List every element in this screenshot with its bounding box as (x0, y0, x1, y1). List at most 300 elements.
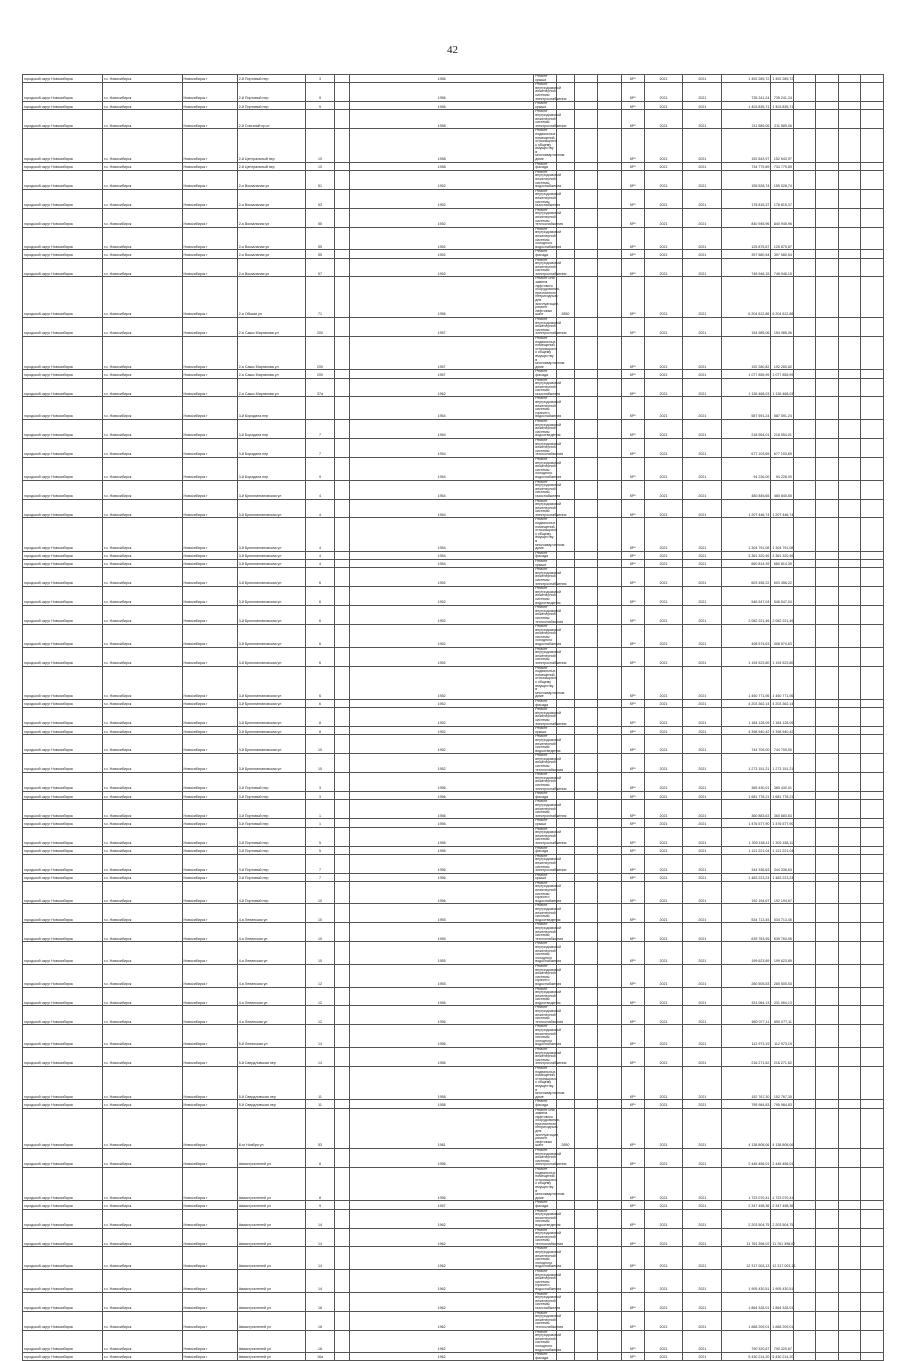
cell-city: г.о. Новосибирск (102, 1149, 182, 1168)
cell-e3 (838, 846, 860, 854)
cell-okrug: городской округ Новосибирск (23, 1100, 103, 1108)
cell-work: Ремонт подвальных помещений, относящихся к общему имуществу в многоквартирном доме (535, 128, 565, 162)
cell-okrug: городской округ Новосибирск (23, 1006, 103, 1025)
cell-s1: 1 864 328,01 (722, 1292, 771, 1311)
cell-e4 (861, 773, 884, 792)
cell-work: Ремонт внутридомовой инженерной системы электроснабжения (535, 646, 567, 666)
cell-e4 (861, 904, 884, 923)
cell-street: 3-й Брюллингановская ул (237, 568, 306, 587)
cell-plan (575, 1108, 597, 1149)
cell-work: Ремонт внутридомовой инженерной системы электроснабжения (535, 853, 567, 873)
cell-house: 8 (306, 708, 335, 727)
cell-e3 (838, 1247, 860, 1270)
cell-blank1 (334, 800, 349, 819)
cell-s2: 1 121 221,04 (771, 846, 793, 854)
cell-y2: 2021 (683, 560, 722, 568)
cell-ch: КР* (622, 1108, 644, 1149)
cell-locality: Новосибирск г (182, 1025, 237, 1048)
cell-y2: 2021 (683, 170, 722, 189)
cell-house: 200 (306, 370, 335, 378)
cell-city: г.о. Новосибирск (102, 560, 182, 568)
cell-blank1 (334, 1149, 349, 1168)
cell-okrug: городской округ Новосибирск (23, 846, 103, 854)
table-row (23, 904, 884, 923)
cell-city: г.о. Новосибирск (102, 1108, 182, 1149)
table-row (23, 606, 884, 625)
cell-blank1 (334, 457, 349, 480)
table-row (23, 258, 884, 277)
cell-s2: 587 591,24 (771, 397, 793, 420)
cell-e3 (838, 378, 860, 397)
cell-e1 (793, 1149, 815, 1168)
cell-y1: 2021 (644, 518, 683, 551)
cell-work: Ремонт внутридомовой инженерной системы холодного водоснабжения (535, 226, 562, 249)
cell-locality: Новосибирск г (182, 1168, 237, 1201)
cell-blank1 (334, 551, 349, 559)
cell-ch: КР* (622, 102, 644, 110)
cell-s1: 155 528,74 (722, 170, 771, 189)
cell-blank1 (334, 1247, 349, 1270)
cell-e4 (861, 800, 884, 819)
cell-e4 (861, 129, 884, 162)
cell-ch: КР* (622, 606, 644, 625)
table-row (23, 754, 884, 773)
cell-okrug: городской округ Новосибирск (23, 439, 103, 458)
cell-s1: 2 445 456,01 (722, 1149, 771, 1168)
cell-s1: 744 709,00 (722, 735, 771, 754)
cell-s2: 4 138 808,06 (771, 1108, 793, 1149)
cell-house: 6 (306, 666, 335, 699)
cell-city: г.о. Новосибирск (102, 923, 182, 942)
cell-okrug: городской округ Новосибирск (23, 735, 103, 754)
cell-street: Авиастроителей ул (237, 1311, 306, 1330)
cell-e3 (838, 457, 860, 480)
cell-okrug: городской округ Новосибирск (23, 666, 103, 699)
cell-house: 5 (306, 827, 335, 846)
cell-locality: Новосибирск г (182, 102, 237, 110)
cell-s2: 2 203 504,75 (771, 1209, 793, 1228)
cell-okrug: городской округ Новосибирск (23, 1228, 103, 1247)
cell-e2 (816, 277, 838, 318)
cell-plan (575, 75, 597, 83)
cell-u1 (597, 397, 622, 420)
cell-street: 3-й Бородина пер (237, 420, 306, 439)
cell-house: 14 (306, 1025, 335, 1048)
cell-locality: Новосибирск г (182, 568, 237, 587)
cell-y1: 2021 (644, 1353, 683, 1361)
cell-s1: 360 883,63 (722, 800, 771, 819)
cell-e1 (793, 942, 815, 965)
cell-year: 1954 (350, 518, 534, 551)
cell-e1 (793, 102, 815, 110)
cell-city: г.о. Новосибирск (102, 827, 182, 846)
cell-locality: Новосибирск г (182, 708, 237, 727)
cell-locality: Новосибирск г (182, 189, 237, 208)
cell-e3 (838, 318, 860, 337)
cell-y2: 2021 (683, 499, 722, 518)
cell-u1 (597, 227, 622, 250)
cell-city: г.о. Новосибирск (102, 1228, 182, 1247)
cell-locality: Новосибирск г (182, 792, 237, 800)
cell-e2 (816, 208, 838, 227)
cell-u1 (597, 827, 622, 846)
cell-y2: 2021 (683, 904, 722, 923)
cell-locality: Новосибирск г (182, 873, 237, 881)
cell-e2 (816, 827, 838, 846)
cell-s2: 546 547,04 (771, 587, 793, 606)
cell-u1 (597, 1108, 622, 1149)
cell-house: 12 (306, 1006, 335, 1025)
cell-y2: 2021 (683, 773, 722, 792)
cell-ch: КР* (622, 1149, 644, 1168)
cell-e4 (861, 397, 884, 420)
cell-ch: КР* (622, 923, 644, 942)
table-row (23, 708, 884, 727)
cell-u1 (597, 1025, 622, 1048)
cell-e2 (816, 942, 838, 965)
cell-e3 (838, 568, 860, 587)
cell-city: г.о. Новосибирск (102, 370, 182, 378)
cell-work: Ремонт крыши (534, 560, 556, 568)
cell-ch: КР* (622, 370, 644, 378)
cell-okrug: городской округ Новосибирск (23, 727, 103, 735)
cell-e1 (793, 129, 815, 162)
cell-e1 (793, 551, 815, 559)
cell-year: 1956 (350, 800, 534, 819)
cell-y1: 2021 (644, 1025, 683, 1048)
cell-plan (575, 727, 597, 735)
cell-u1 (597, 1292, 622, 1311)
cell-work: Ремонт внутридомовой инженерной системы теплоснабжения (535, 1310, 564, 1329)
cell-blank1 (334, 1209, 349, 1228)
cell-house: 14 (306, 1048, 335, 1067)
cell-e4 (861, 873, 884, 881)
cell-street: 3-й Бородина пер (237, 439, 306, 458)
cell-s2: 1 207 446,74 (771, 499, 793, 518)
cell-y1: 2021 (644, 1168, 683, 1201)
cell-ch: КР* (622, 1168, 644, 1201)
cell-house: 9 (306, 457, 335, 480)
cell-city: г.о. Новосибирск (102, 568, 182, 587)
cell-e2 (816, 370, 838, 378)
table-row (23, 1201, 884, 1209)
cell-locality: Новосибирск г (182, 1006, 237, 1025)
cell-blank1 (334, 189, 349, 208)
cell-e4 (861, 1311, 884, 1330)
cell-e3 (838, 1270, 860, 1293)
cell-y1: 2021 (644, 881, 683, 904)
cell-e1 (793, 1270, 815, 1293)
cell-okrug: городской округ Новосибирск (23, 370, 103, 378)
cell-e4 (861, 102, 884, 110)
cell-ch: КР* (622, 83, 644, 102)
cell-blank1 (334, 1025, 349, 1048)
cell-house: 4 (306, 499, 335, 518)
cell-locality: Новосибирск г (182, 800, 237, 819)
cell-s2: 216 271,62 (771, 1048, 793, 1067)
cell-blank1 (334, 754, 349, 773)
cell-e1 (793, 457, 815, 480)
table-row (23, 250, 884, 258)
cell-blank1 (334, 792, 349, 800)
cell-y2: 2021 (683, 457, 722, 480)
cell-y1: 2021 (644, 1330, 683, 1353)
cell-s2: 6 204 512,86 (771, 277, 793, 318)
cell-house: 8 (306, 727, 335, 735)
cell-house: 9 (306, 83, 335, 102)
cell-year: 1955 (350, 964, 534, 987)
cell-code (556, 699, 574, 707)
cell-ch: КР* (622, 258, 644, 277)
cell-okrug: городской округ Новосибирск (23, 881, 103, 904)
cell-street: 3-й Брюллингановская ул (237, 499, 306, 518)
table-row (23, 551, 884, 559)
cell-year: 1954 (350, 480, 534, 499)
cell-y1: 2021 (644, 336, 683, 369)
cell-e2 (816, 727, 838, 735)
cell-ch: КР* (622, 518, 644, 551)
cell-ch: КР* (622, 560, 644, 568)
cell-city: г.о. Новосибирск (102, 208, 182, 227)
cell-year: 1954 (350, 499, 534, 518)
table-row (23, 208, 884, 227)
cell-e2 (816, 75, 838, 83)
cell-house: 11 (306, 1100, 335, 1108)
cell-e4 (861, 1353, 884, 1361)
cell-y1: 2021 (644, 1100, 683, 1108)
cell-e1 (793, 208, 815, 227)
cell-e1 (793, 1247, 815, 1270)
cell-year: 1952 (350, 606, 534, 625)
cell-s1: 216 271,62 (722, 1048, 771, 1067)
cell-work: Ремонт подвальных помещений, относящихся к общему имуществу в многоквартирном доме (535, 1065, 565, 1099)
cell-u1 (597, 1228, 622, 1247)
cell-u1 (597, 551, 622, 559)
cell-s1: 1 309 158,11 (722, 827, 771, 846)
cell-ch: КР* (622, 170, 644, 189)
cell-y2: 2021 (683, 250, 722, 258)
cell-e1 (793, 904, 815, 923)
cell-blank1 (334, 606, 349, 625)
cell-okrug: городской округ Новосибирск (23, 457, 103, 480)
cell-city: г.о. Новосибирск (102, 102, 182, 110)
cell-e3 (838, 873, 860, 881)
cell-work: Ремонт фасада (534, 162, 556, 170)
cell-y2: 2021 (683, 606, 722, 625)
cell-year: 1954 (350, 439, 534, 458)
cell-plan (575, 1353, 597, 1361)
cell-e3 (838, 881, 860, 904)
table-row (23, 854, 884, 873)
cell-e3 (838, 1292, 860, 1311)
cell-s2: 211 589,06 (771, 110, 793, 129)
cell-e2 (816, 227, 838, 250)
cell-blank1 (334, 1270, 349, 1293)
cell-e4 (861, 189, 884, 208)
cell-plan (575, 1247, 597, 1270)
cell-s1: 6 204 512,86 (722, 277, 771, 318)
cell-plan (575, 378, 597, 397)
table-row (23, 1025, 884, 1048)
cell-plan (575, 964, 597, 987)
cell-u1 (597, 83, 622, 102)
cell-s2: 155 528,74 (771, 170, 793, 189)
cell-e4 (861, 162, 884, 170)
cell-e1 (793, 873, 815, 881)
cell-e4 (861, 735, 884, 754)
cell-e4 (861, 606, 884, 625)
cell-blank1 (334, 1108, 349, 1149)
cell-house: 10 (306, 942, 335, 965)
cell-year: 1958 (350, 162, 534, 170)
cell-plan (575, 1311, 597, 1330)
cell-work: Ремонт внутридомовой инженерной системы электроснабжения (535, 799, 567, 818)
cell-e2 (816, 397, 838, 420)
cell-plan (575, 1025, 597, 1048)
cell-e3 (838, 606, 860, 625)
cell-okrug: городской округ Новосибирск (23, 189, 103, 208)
cell-y2: 2021 (683, 1330, 722, 1353)
cell-okrug: городской округ Новосибирск (23, 942, 103, 965)
cell-city: г.о. Новосибирск (102, 397, 182, 420)
cell-street: 2-я Вокзальная ул (237, 170, 306, 189)
cell-locality: Новосибирск г (182, 277, 237, 318)
cell-blank1 (334, 162, 349, 170)
cell-plan (575, 1100, 597, 1108)
cell-house: 4 (306, 480, 335, 499)
table-row (23, 773, 884, 792)
cell-blank1 (334, 735, 349, 754)
cell-plan (575, 370, 597, 378)
cell-work: Ремонт внутридомовой инженерной системы водоотведения (535, 419, 561, 438)
cell-city: г.о. Новосибирск (102, 625, 182, 648)
cell-s1: 1 483 223,24 (722, 873, 771, 881)
cell-s1: 152 767,30 (722, 1066, 771, 1099)
cell-s2: 1 864 328,01 (771, 1292, 793, 1311)
cell-city: г.о. Новосибирск (102, 499, 182, 518)
cell-e4 (861, 1209, 884, 1228)
cell-u1 (597, 987, 622, 1006)
cell-street: 4-я Ленинская ул (237, 987, 306, 1006)
cell-s1: 1 194 523,80 (722, 647, 771, 666)
cell-u1 (597, 647, 622, 666)
cell-e4 (861, 439, 884, 458)
cell-blank1 (334, 277, 349, 318)
cell-e3 (838, 587, 860, 606)
cell-year: 1962 (350, 1353, 534, 1361)
cell-y1: 2021 (644, 162, 683, 170)
cell-city: г.о. Новосибирск (102, 987, 182, 1006)
cell-year: 1954 (350, 560, 534, 568)
cell-s1: 1 450 771,06 (722, 666, 771, 699)
cell-locality: Новосибирск г (182, 904, 237, 923)
cell-house: 1 (306, 819, 335, 827)
work-plan-table-sheet (22, 74, 884, 1361)
cell-blank1 (334, 75, 349, 83)
cell-e1 (793, 75, 815, 83)
cell-u1 (597, 250, 622, 258)
cell-blank1 (334, 846, 349, 854)
cell-s1: 1 077 855,99 (722, 370, 771, 378)
cell-e2 (816, 1311, 838, 1330)
cell-e4 (861, 480, 884, 499)
cell-u1 (597, 773, 622, 792)
cell-e1 (793, 923, 815, 942)
cell-e2 (816, 1066, 838, 1099)
cell-ch: КР* (622, 964, 644, 987)
cell-y2: 2021 (683, 102, 722, 110)
cell-e3 (838, 666, 860, 699)
cell-house: 12 (306, 964, 335, 987)
cell-y2: 2021 (683, 1025, 722, 1048)
cell-y1: 2021 (644, 420, 683, 439)
cell-u1 (597, 1066, 622, 1099)
cell-ch: КР* (622, 336, 644, 369)
cell-blank1 (334, 258, 349, 277)
cell-plan (575, 708, 597, 727)
cell-okrug: городской округ Новосибирск (23, 792, 103, 800)
cell-plan (575, 560, 597, 568)
cell-ch: КР* (622, 457, 644, 480)
cell-y2: 2021 (683, 480, 722, 499)
cell-ch: КР* (622, 800, 644, 819)
cell-year: 1962 (350, 1311, 534, 1330)
cell-code (556, 370, 574, 378)
cell-e4 (861, 227, 884, 250)
cell-e2 (816, 480, 838, 499)
cell-year: 1962 (350, 378, 534, 397)
cell-u1 (597, 378, 622, 397)
cell-e4 (861, 250, 884, 258)
cell-e1 (793, 666, 815, 699)
cell-house: 10 (306, 881, 335, 904)
cell-house: 7 (306, 873, 335, 881)
cell-y1: 2021 (644, 1247, 683, 1270)
cell-e1 (793, 518, 815, 551)
cell-e2 (816, 1201, 838, 1209)
cell-work: Ремонт подвальных помещений, относящихся к общему имуществу в многоквартирном доме (535, 665, 565, 699)
cell-year: 1956 (350, 1048, 534, 1067)
cell-city: г.о. Новосибирск (102, 1066, 182, 1099)
cell-y2: 2021 (683, 1228, 722, 1247)
cell-e3 (838, 923, 860, 942)
cell-okrug: городской округ Новосибирск (23, 587, 103, 606)
cell-u1 (597, 754, 622, 773)
cell-e3 (838, 1209, 860, 1228)
cell-year: 1962 (350, 1228, 534, 1247)
cell-city: г.о. Новосибирск (102, 904, 182, 923)
cell-ch: КР* (622, 1330, 644, 1353)
cell-s2: 840 945,96 (771, 208, 793, 227)
cell-locality: Новосибирск г (182, 666, 237, 699)
cell-locality: Новосибирск г (182, 318, 237, 337)
cell-e3 (838, 336, 860, 369)
cell-year: 1958 (350, 1100, 534, 1108)
cell-e3 (838, 819, 860, 827)
cell-u1 (597, 499, 622, 518)
cell-okrug: городской округ Новосибирск (23, 987, 103, 1006)
cell-y1: 2021 (644, 1270, 683, 1293)
cell-e2 (816, 1025, 838, 1048)
cell-year: 1952 (350, 170, 534, 189)
cell-u1 (597, 819, 622, 827)
table-row (23, 480, 884, 499)
cell-house: 51 (306, 170, 335, 189)
cell-year: 1952 (350, 208, 534, 227)
cell-plan (575, 904, 597, 923)
cell-okrug: городской округ Новосибирск (23, 129, 103, 162)
cell-s2: 2 082 221,46 (771, 606, 793, 625)
